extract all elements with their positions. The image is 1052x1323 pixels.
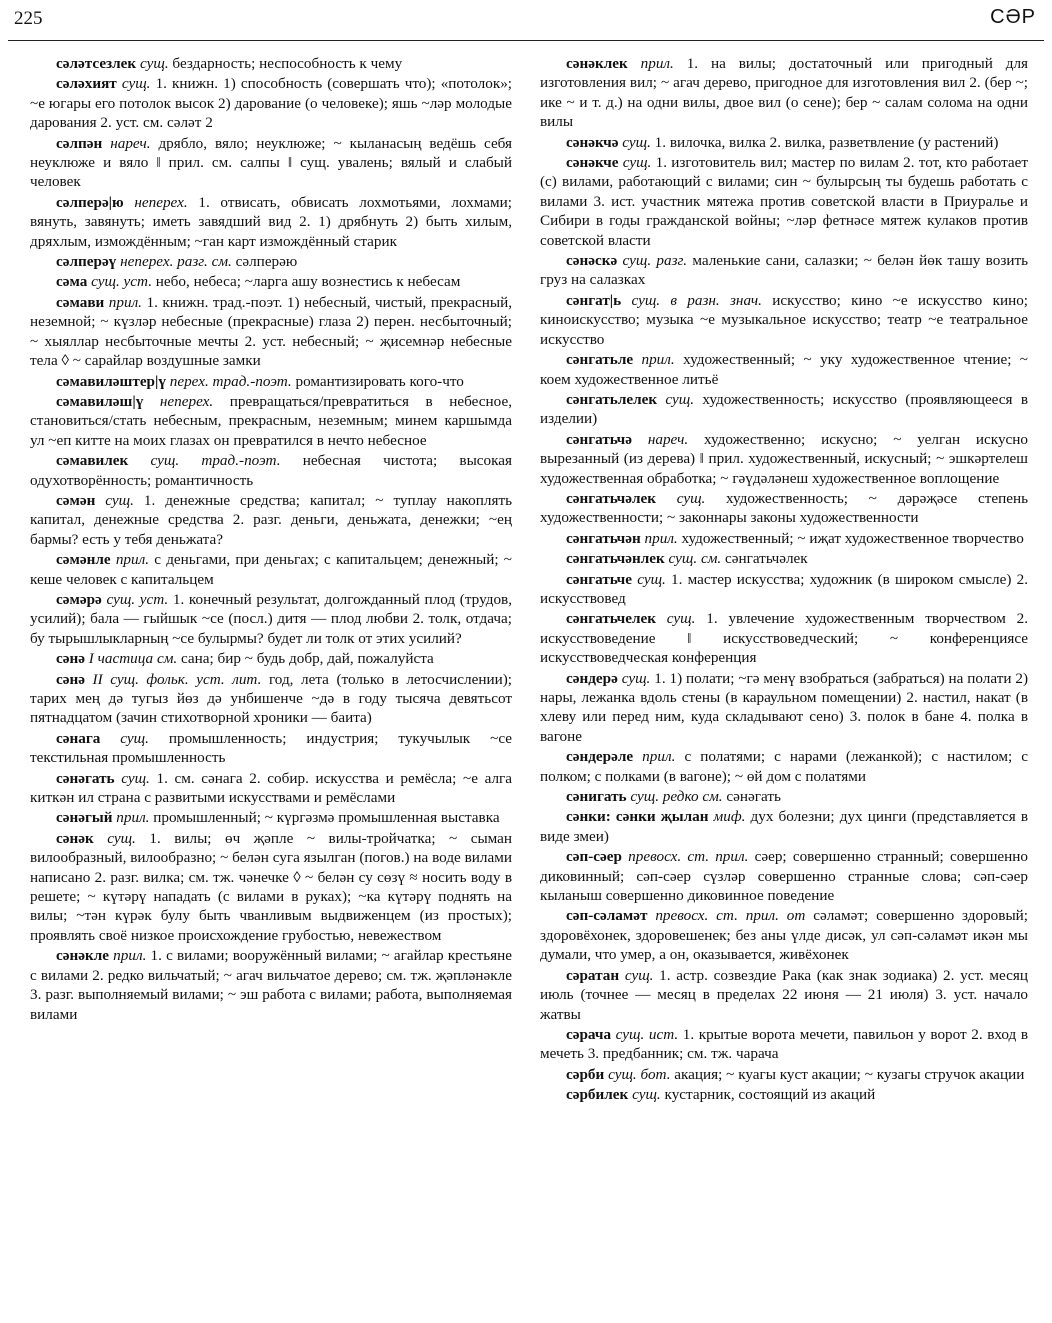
entry-grammar-label: сущ. xyxy=(665,390,695,408)
entry-grammar-label: нареч. xyxy=(110,134,151,152)
dictionary-entry xyxy=(540,390,1028,429)
entry-headword: сәнәкле xyxy=(56,947,109,965)
entry-headword: сәнә xyxy=(56,670,85,688)
entry-grammar-label: неперех. xyxy=(134,193,188,211)
entry-grammar-label: прил. xyxy=(108,293,142,311)
entry-headword: сәлперә|ю xyxy=(56,193,124,211)
entry-headword: сәнгатьчәлек xyxy=(566,489,656,507)
entry-headword: сәнгатьчәнлек xyxy=(566,550,665,568)
dictionary-entry xyxy=(30,272,512,291)
entry-grammar-label: II сущ. фольк. уст. лит. xyxy=(92,670,262,688)
entry-grammar-label: сущ. xyxy=(676,489,706,507)
entry-grammar-label: сущ. xyxy=(120,729,149,747)
entry-grammar-label: прил. xyxy=(642,748,676,766)
dictionary-entry xyxy=(540,350,1028,389)
dictionary-entry xyxy=(30,829,512,945)
entry-headword: сәндерәле xyxy=(566,748,634,766)
dictionary-entry xyxy=(30,590,512,648)
dictionary-entry xyxy=(30,670,512,728)
entry-definition: кустарник, состоящий из акаций xyxy=(664,1086,876,1104)
entry-grammar-label: неперех. разг. см. xyxy=(120,253,232,271)
entry-grammar-label: сущ. xyxy=(121,75,151,93)
entry-grammar-label: сущ. уст. xyxy=(106,590,169,608)
entry-definition: 1. 1) полати; ~гә менү взобраться (забраться) на полати 2) нары, лежанка вдоль стены (в караульном помещении) 2. настил, накат (в хлеву или перед ним, куда складывают сено) 3. полок в бане 4. полка в вагоне xyxy=(540,669,1028,745)
entry-grammar-label: прил. xyxy=(641,351,675,369)
dictionary-entry xyxy=(30,491,512,549)
dictionary-entry xyxy=(30,193,512,251)
entry-definition: 1. крытые ворота мечети, павильон у ворот 2. вход в мечеть 3. предбанник; см. тж. чарача xyxy=(540,1025,1028,1063)
entry-definition: 1. книжн. 1) способность (совершать что); «потолок»; ~е югары его потолок высок 2) дарование (о человеке); яшь ~ләр молодые дарования 2. уст. см. сәләт 2 xyxy=(30,75,512,132)
entry-grammar-label: сущ. в разн. знач. xyxy=(631,291,762,309)
entry-definition: 1. вилочка, вилка 2. вилка, разветвление (у растений) xyxy=(654,133,999,151)
entry-grammar-label: сущ. xyxy=(624,966,654,984)
entry-headword: сәрби xyxy=(566,1065,605,1083)
entry-grammar-label: сущ. xyxy=(622,133,651,151)
entry-grammar-label: сущ. xyxy=(666,610,696,628)
entry-definition: 1. конечный результат, долгожданный плод (трудов, усилий); бала — гыйшык ~се (посл.) дитя — плод любви 2. толк, отдача; бу тырышлыкларның ~се булырмы? будет ли толк от этих усилий? xyxy=(30,590,512,647)
entry-definition: сәлперәю xyxy=(235,253,298,271)
entry-grammar-label: сущ. трад.-поэт. xyxy=(150,452,281,470)
entry-definition: романтизировать кого-что xyxy=(295,372,464,390)
dictionary-entry xyxy=(540,906,1028,964)
entry-definition: 1. книжн. трад.-поэт. 1) небесный, чистый, прекрасный, неземной; ~ күзләр небесные (прекрасные) глаза 2) перен. несбыточный; ~ хыяллар несбыточные мечты 2. уст. небесный; ~ җисемнәр небесные тела ◊ ~ сарайлар воздушные замки xyxy=(30,293,512,370)
entry-headword: сәнгатьчелек xyxy=(566,610,656,628)
entry-headword: сәмавиләштер|ү xyxy=(56,372,166,390)
entry-headword: сәп-сәер xyxy=(566,848,622,866)
entry-definition: 1. изготовитель вил; мастер по вилам 2. тот, кто работает (с) вилами, работающий с вилами; син ~ булырсың ты будешь работать с вилами 3. ист. участник мятежа против советской власти в Приуралье и Сибири в годы гражданской войны; ~ләр фетнәсе мятеж кулаков против советской власти xyxy=(540,154,1028,249)
entry-definition: небо, небеса; ~ларга ашу вознестись к небесам xyxy=(155,273,461,291)
entry-headword: сәнгатьчән xyxy=(566,529,641,547)
dictionary-entry xyxy=(540,1025,1028,1064)
dictionary-entry xyxy=(540,549,1028,568)
entry-definition: 1. мастер искусства; художник (в широком смысле) 2. искусствовед xyxy=(540,570,1028,607)
entry-definition: 1. денежные средства; капитал; ~ туплау накоплять капитал, денежные средства 2. разг. деньги, деньжата, денежки; ~ең бармы? есть у тебя деньжата? xyxy=(30,491,512,548)
entry-headword: сәнәкчә xyxy=(566,133,619,151)
entry-definition: сәламәт; совершенно здоровый; здоровёхонек, здоровешенек; без аны үлде дисәк, ул сәп-сәламәт икән мы думали, что умер, а он, оказывается, живёхонек xyxy=(540,907,1028,964)
entry-definition: бездарность; неспособность к чему xyxy=(172,55,403,72)
dictionary-entry xyxy=(540,787,1028,806)
entry-grammar-label: сущ. xyxy=(105,491,134,509)
entry-headword: сәнигать xyxy=(566,788,627,806)
entry-definition: 1. увлечение художественным творчеством 2. искусствоведение ‖ искусствоведческий; ~ конференциясе искусствоведческая конференция xyxy=(540,610,1028,667)
entry-definition: с деньгами, при деньгах; с капитальцем; денежный; ~ кеше человек с капитальцем xyxy=(30,551,512,588)
entry-grammar-label: миф. xyxy=(713,808,746,826)
entry-definition: сана; бир ~ будь добр, дай, пожалуйста xyxy=(180,650,434,668)
entry-grammar-label: прил. xyxy=(640,55,674,72)
entry-headword: сәнәскә xyxy=(566,252,618,270)
entry-grammar-label: прил. xyxy=(116,809,150,827)
dictionary-entry xyxy=(30,293,512,371)
entry-grammar-label: сущ. разг. xyxy=(622,252,688,270)
dictionary-entry xyxy=(540,1065,1028,1084)
entry-headword: сәндерә xyxy=(566,669,618,687)
dictionary-entry xyxy=(540,153,1028,250)
entry-headword: сәнгатьле xyxy=(566,351,634,369)
entry-grammar-label: неперех. xyxy=(159,392,214,410)
dictionary-entry xyxy=(540,669,1028,747)
dictionary-entry xyxy=(30,729,512,768)
entry-definition: превращаться/превратиться в небесное, становиться/стать небесным, прекрасным, неземным; минем каршымда ул ~еп китте на моих глазах он превратился в нечто небесное xyxy=(30,392,512,449)
entry-definition: 1. астр. созвездие Рака (как знак зодиака) 2. уст. месяц июль (точнее — месяц в пределах 22 июня — 21 июля) 3. уст. начало жатвы xyxy=(540,966,1028,1023)
entry-definition: дрябло, вяло; неуклюже; ~ кыланасың ведёшь себя неуклюже и вяло ‖ прил. см. салпы ‖ сущ. увалень; вялый и слабый человек xyxy=(30,134,512,191)
entry-headword: сәләхият xyxy=(56,75,117,93)
entry-headword: сәнгатьчә xyxy=(566,430,632,448)
dictionary-entry xyxy=(540,747,1028,786)
entry-grammar-label: сущ. xyxy=(139,55,169,72)
entry-definition: с полатями; с нарами (лежанкой); с настилом; с полком; с полками (в вагоне); ~ өй дом с полатями xyxy=(540,748,1028,785)
dictionary-entry xyxy=(30,550,512,589)
entry-definition: небесная чистота; высокая одухотворённость; романтичность xyxy=(30,452,512,489)
entry-grammar-label: нареч. xyxy=(647,430,689,448)
dictionary-entry xyxy=(540,847,1028,905)
entry-grammar-label: сущ. xyxy=(622,154,652,172)
entry-definition: 1. вилы; өч җәпле ~ вилы-тройчатка; ~ сыман вилообразный, вилообразно; ~ белән суга язылган (погов.) на воде вилами написано 2. разг. вилка; см. тж. чәнечке ◊ ~ белән су сөзү ≈ носить воду в решете; ~ күтәрү нападать (с вилами в руках); ~ка күтәрү поднять на вилы; ~тән күрәк булу быть чванливым выдвиженцем (из простых); проявлять своё низкое происхождение грубостью, невежеством xyxy=(30,829,512,944)
entry-definition: промышленность; индустрия; тукучылык ~се текстильная промышленность xyxy=(30,729,512,767)
entry-grammar-label: сущ. см. xyxy=(668,550,722,568)
entry-definition: сәнгатьчәлек xyxy=(725,550,808,568)
entry-definition: сәнәгать xyxy=(726,788,781,806)
dictionary-entry xyxy=(30,134,512,192)
entry-definition: промышленный; ~ күргәзмә промышленная выставка xyxy=(153,809,500,827)
entry-headword: сәнәк xyxy=(56,829,94,847)
entry-headword: сәмән xyxy=(56,491,96,509)
left-column xyxy=(30,54,512,1319)
entry-grammar-label: сущ. уст. xyxy=(91,273,152,291)
dictionary-entry xyxy=(540,966,1028,1024)
entry-headword: сәнгатьче xyxy=(566,570,632,588)
dictionary-entry xyxy=(540,529,1028,548)
page-number: 225 xyxy=(14,8,43,29)
entry-definition: 1. с вилами; вооружённый вилами; ~ агайлар крестьяне с вилами 2. редко вильчатый; ~ агач вильчатое дерево; см. тж. җәпләнәкле 3. разг. выполняемый вилами; ~ эш работа с вилами; работа, выполняемая вилами xyxy=(30,947,512,1023)
entry-definition: художественность; искусство (проявляющееся в изделии) xyxy=(540,390,1028,428)
entry-headword: сәнәгый xyxy=(56,809,113,827)
running-head: СӘР xyxy=(990,6,1036,28)
entry-headword: сәмәнле xyxy=(56,551,111,569)
entry-headword: сәләтсезлек xyxy=(56,55,137,72)
dictionary-entry xyxy=(540,133,1028,152)
entry-headword: сәмавилек xyxy=(56,452,129,470)
dictionary-entry xyxy=(540,570,1028,609)
entry-headword: сәнгатьлелек xyxy=(566,390,658,408)
entry-headword: сәнгат|ь xyxy=(566,291,622,309)
dictionary-entry xyxy=(540,430,1028,488)
entry-definition: 1. см. сәнага 2. собир. искусства и ремёсла; ~е алга киткән ил страна с развитыми искусствами и ремёслами xyxy=(30,769,512,807)
header-rule xyxy=(8,40,1044,41)
entry-headword: сәнки: сәнки җылан xyxy=(566,808,709,826)
dictionary-entry xyxy=(30,372,512,391)
dictionary-entry xyxy=(30,252,512,271)
entry-headword: сәнәкче xyxy=(566,154,619,172)
entry-headword: сәлпән xyxy=(56,134,103,152)
dictionary-entry xyxy=(30,54,512,73)
dictionary-entry xyxy=(30,74,512,132)
entry-definition: сәер; совершенно странный; совершенно диковинный; сәп-сәер сүзләр совершенно странные слова; сәп-сәер кыланыш совершенно диковинное поведение xyxy=(540,848,1028,905)
entry-grammar-label: прил. xyxy=(115,551,150,569)
entry-grammar-label: сущ. xyxy=(637,570,666,588)
entry-headword: сәнә xyxy=(56,650,85,668)
dictionary-entry xyxy=(30,392,512,450)
entry-grammar-label: сущ. xyxy=(632,1086,661,1104)
entry-definition: маленькие сани, салазки; ~ белән йөк ташу возить груз на салазках xyxy=(540,252,1028,289)
dictionary-entry xyxy=(30,769,512,808)
entry-definition: 1. на вилы; достаточный или пригодный для изготовления вил; ~ агач дерево, пригодное для изготовления вил 2. (бер ~; ике ~ и т. д.) на одни вилы, двое вил (о сене); бер ~ салам солома на одни вилы xyxy=(540,55,1028,131)
dictionary-entry xyxy=(30,649,512,668)
entry-grammar-label: сущ. xyxy=(107,829,136,847)
entry-grammar-label: перех. трад.-поэт. xyxy=(169,372,292,390)
entry-definition: художественный; ~ уку художественное чтение; ~ коем художественное литьё xyxy=(540,351,1028,388)
entry-headword: сәнәклек xyxy=(566,55,628,72)
dictionary-entry xyxy=(540,609,1028,667)
dictionary-entry xyxy=(540,1085,1028,1104)
entry-headword: сәлперәү xyxy=(56,253,117,271)
entry-grammar-label: сущ. xyxy=(621,669,651,687)
entry-grammar-label: сущ. редко см. xyxy=(630,788,723,806)
dictionary-entry xyxy=(540,251,1028,290)
entry-definition: акация; ~ куагы куст акации; ~ кузагы стручок акации xyxy=(674,1065,1025,1083)
entry-headword: сәмавиләш|ү xyxy=(56,392,144,410)
right-column xyxy=(540,54,1028,1319)
entry-headword: сәма xyxy=(56,273,88,291)
entry-headword: сәмави xyxy=(56,293,105,311)
entry-definition: художественно; искусно; ~ уелган искусно вырезанный (из дерева) ‖ прил. художественный, искусный; ~ эшкәртелеш художественная обработка; ~ гәүдәләнеш художественное воплощение xyxy=(540,430,1028,487)
dictionary-entry xyxy=(30,451,512,490)
entry-grammar-label: I частица см. xyxy=(88,650,178,668)
entry-headword: сәнәгать xyxy=(56,769,115,787)
entry-headword: сәрбилек xyxy=(566,1086,629,1104)
dictionary-entry xyxy=(540,291,1028,349)
entry-grammar-label: прил. xyxy=(113,947,147,965)
entry-headword: сәрача xyxy=(566,1025,612,1043)
entry-headword: сәмәрә xyxy=(56,590,102,608)
entry-grammar-label: прил. xyxy=(644,529,678,547)
entry-definition: художественный; ~ иҗат художественное творчество xyxy=(681,529,1024,547)
entry-definition: год, лета (только в летосчислении); тарих мең дә тугыз йөз дә унбишенче ~дә в году тысяча девятьсот пятнадцатом (зачин стихотворной хроники — баита) xyxy=(30,670,512,727)
dictionary-entry xyxy=(540,54,1028,132)
entry-grammar-label: сущ. бот. xyxy=(608,1065,671,1083)
entry-headword: сәратан xyxy=(566,966,620,984)
entry-definition: художественность; ~ дәрәҗәсе степень художественности; ~ законнары законы художественности xyxy=(540,489,1028,527)
dictionary-entry xyxy=(540,807,1028,846)
entry-headword: сәп-сәламәт xyxy=(566,907,648,925)
dictionary-entry xyxy=(30,946,512,1024)
entry-grammar-label: сущ. xyxy=(121,769,150,787)
entry-grammar-label: превосх. ст. прил. xyxy=(628,848,749,866)
entry-definition: искусство; кино ~е искусство кино; киноискусство; музыка ~е музыкальное искусство; театр ~е театральное искусство xyxy=(540,291,1028,348)
dictionary-entry xyxy=(30,808,512,827)
entry-definition: 1. отвисать, обвисать лохмотьями, лохмами; вянуть, завянуть; иметь завядший вид 2. 1) дрябнуть 2) быть хилым, дряхлым, измождённым; ~ган карт измождённый старик xyxy=(30,193,512,250)
entry-grammar-label: сущ. ист. xyxy=(615,1025,679,1043)
entry-headword: сәнага xyxy=(56,729,101,747)
dictionary-entry xyxy=(540,489,1028,528)
entry-grammar-label: превосх. ст. прил. от xyxy=(655,907,806,925)
entry-definition: дух болезни; дух цинги (представляется в виде змеи) xyxy=(540,808,1028,845)
